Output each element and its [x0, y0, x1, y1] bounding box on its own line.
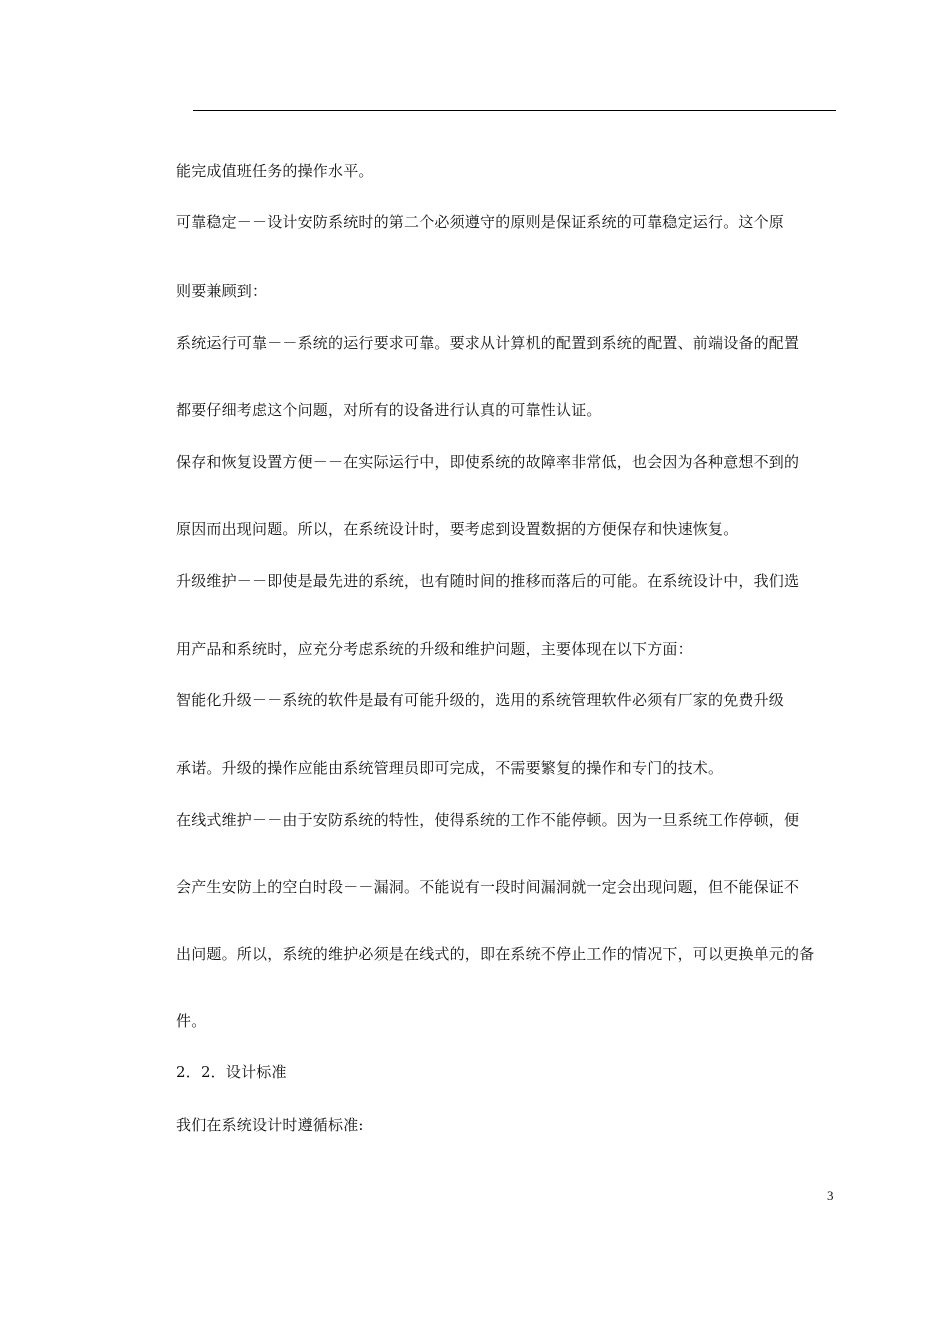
text-line: 升级维护－－即使是最先进的系统，也有随时间的推移而落后的可能。在系统设计中，我们选 — [176, 572, 800, 590]
text-line: 会产生安防上的空白时段－－漏洞。不能说有一段时间漏洞就一定会出现问题，但不能保证不 — [176, 878, 800, 896]
text-line: 都要仔细考虑这个问题，对所有的设备进行认真的可靠性认证。 — [176, 401, 602, 419]
text-line: 可靠稳定－－设计安防系统时的第二个必须遵守的原则是保证系统的可靠稳定运行。这个原 — [176, 213, 785, 231]
text-line: 在线式维护－－由于安防系统的特性，使得系统的工作不能停顿。因为一旦系统工作停顿，便 — [176, 811, 800, 829]
text-line: 则要兼顾到： — [176, 282, 268, 300]
text-line: 用产品和系统时，应充分考虑系统的升级和维护问题，主要体现在以下方面： — [176, 640, 693, 658]
text-line: 件。 — [176, 1012, 207, 1030]
text-line: 保存和恢复设置方便－－在实际运行中，即使系统的故障率非常低，也会因为各种意想不到的 — [176, 453, 800, 471]
text-line: 出问题。所以，系统的维护必须是在线式的，即在系统不停止工作的情况下，可以更换单元的备 — [176, 945, 815, 963]
section-heading: 2．2．设计标准 — [176, 1063, 287, 1081]
text-line: 原因而出现问题。所以，在系统设计时，要考虑到设置数据的方便保存和快速恢复。 — [176, 520, 739, 538]
text-line: 我们在系统设计时遵循标准: — [176, 1116, 364, 1134]
page-number: 3 — [827, 1188, 834, 1203]
text-line: 能完成值班任务的操作水平。 — [176, 162, 374, 180]
text-line: 系统运行可靠－－系统的运行要求可靠。要求从计算机的配置到系统的配置、前端设备的配置 — [176, 334, 800, 352]
text-line: 智能化升级－－系统的软件是最有可能升级的，选用的系统管理软件必须有厂家的免费升级 — [176, 691, 785, 709]
text-line: 承诺。升级的操作应能由系统管理员即可完成，不需要繁复的操作和专门的技术。 — [176, 759, 724, 777]
header-rule — [193, 110, 836, 111]
